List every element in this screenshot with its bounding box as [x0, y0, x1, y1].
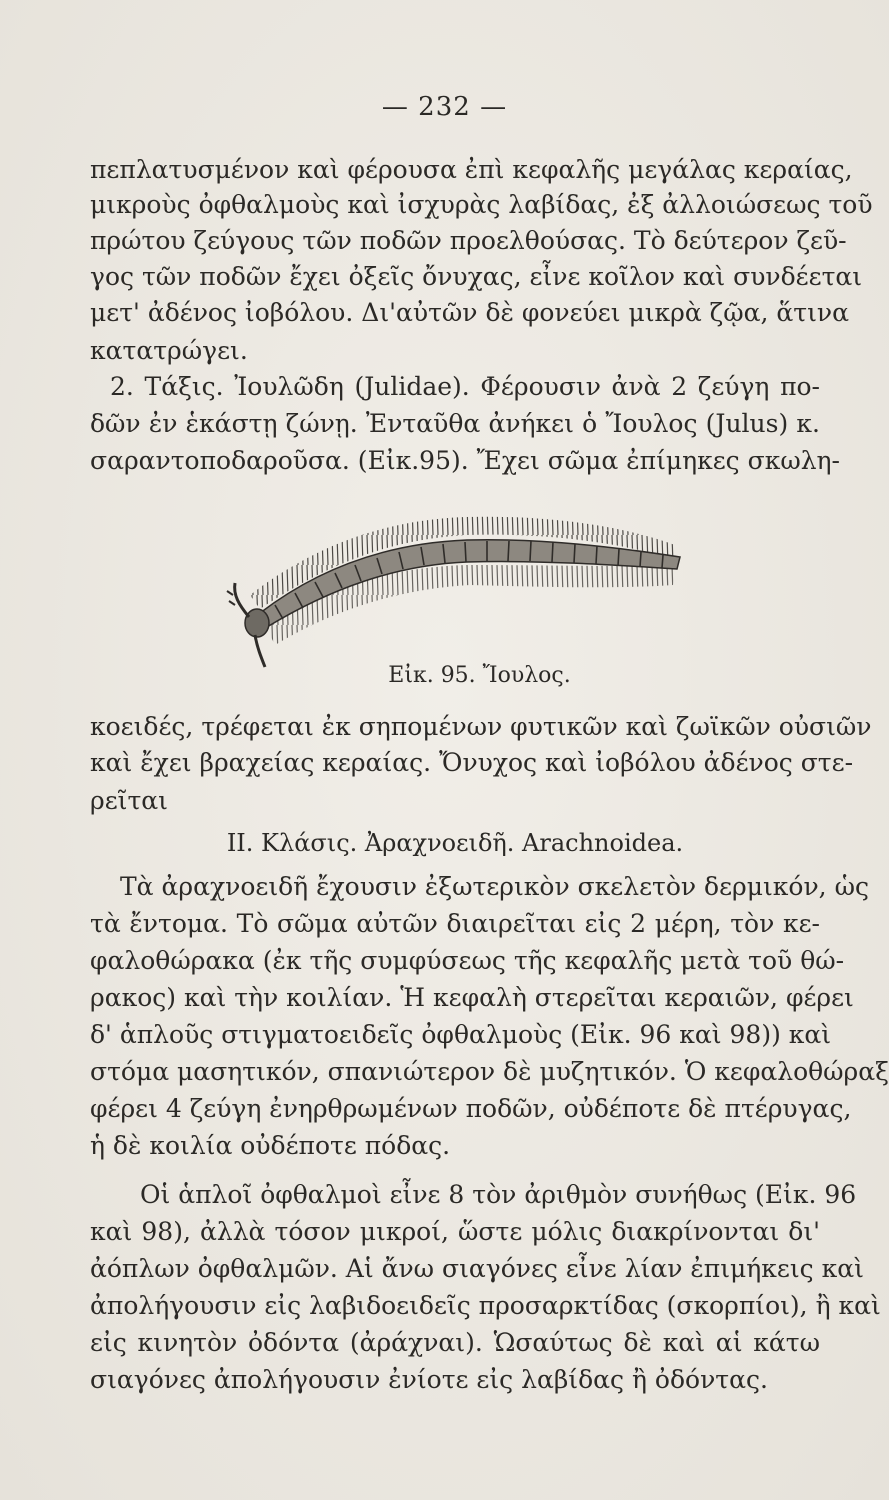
text-line: σιαγόνες ἀπολήγουσιν ἐνίοτε εἰς λαβίδας ἢ ὀδόντας.: [90, 1365, 768, 1394]
text-line: τὰ ἔντομα. Τὸ σῶμα αὐτῶν διαιρεῖται εἰς 2 μέρη, τὸν κε-: [90, 909, 820, 938]
text-line: ἀπολήγουσιν εἰς λαβιδοειδεῖς προσαρκτίδας (σκορπίοι), ἢ καὶ: [90, 1291, 881, 1320]
text-line: καὶ 98), ἀλλὰ τόσον μικροί, ὥστε μόλις διακρίνονται δι': [90, 1217, 820, 1246]
text-line: εἰς κινητὸν ὀδόντα (ἀράχναι). Ὡσαύτως δὲ καὶ αἱ κάτω: [90, 1328, 820, 1357]
text-line: πρώτου ζεύγους τῶν ποδῶν προελθούσας. Τὸ δεύτερον ζεῦ-: [90, 226, 847, 255]
text-line: καὶ ἔχει βραχείας κεραίας. Ὄνυχος καὶ ἰοβόλου ἀδένος στε-: [90, 748, 854, 777]
text-line: φέρει 4 ζεύγη ἐνηρθρωμένων ποδῶν, οὐδέποτε δὲ πτέρυγας,: [90, 1094, 852, 1123]
text-line: μετ' ἀδένος ἰοβόλου. Δι'αὐτῶν δὲ φονεύει μικρὰ ζῷα, ἅτινα: [90, 298, 849, 327]
text-line: φαλοθώρακα (ἐκ τῆς συμφύσεως τῆς κεφαλῆς μετὰ τοῦ θώ-: [90, 946, 845, 975]
text-line: ρεῖται: [90, 786, 168, 815]
text-line: κοειδές, τρέφεται ἐκ σηπομένων φυτικῶν καὶ ζωϊκῶν οὐσιῶν: [90, 712, 872, 741]
text-line: σαραντοποδαροῦσα. (Εἰκ.95). Ἔχει σῶμα ἐπίμηκες σκωλη-: [90, 446, 840, 475]
text-line: γος τῶν ποδῶν ἔχει ὀξεῖς ὄνυχας, εἶνε κοῖλον καὶ συνδέεται: [90, 262, 863, 291]
millipede-illustration-icon: [205, 505, 705, 675]
text-line: στόμα μασητικόν, σπανιώτερον δὲ μυζητικόν. Ὁ κεφαλοθώραξ: [90, 1057, 889, 1086]
text-line: κατατρώγει.: [90, 336, 248, 365]
text-line: Τὰ ἀραχνοειδῆ ἔχουσιν ἐξωτερικὸν σκελετὸν δερμικόν, ὡς: [120, 872, 869, 901]
page-number: — 232 —: [381, 92, 508, 122]
text-line: πεπλατυσμένον καὶ φέρουσα ἐπὶ κεφαλῆς μεγάλας κεραίας,: [90, 155, 853, 184]
text-line: δ' ἁπλοῦς στιγματοειδεῖς ὀφθαλμοὺς (Εἰκ. 96 καὶ 98)) καὶ: [90, 1020, 832, 1049]
text-line: ἀόπλων ὀφθαλμῶν. Αἱ ἄνω σιαγόνες εἶνε λίαν ἐπιμήκεις καὶ: [90, 1254, 864, 1283]
text-line: Οἱ ἁπλοῖ ὀφθαλμοὶ εἶνε 8 τὸν ἀριθμὸν συνήθως (Εἰκ. 96: [140, 1180, 857, 1209]
figure-caption: Εἰκ. 95. Ἴουλος.: [388, 663, 571, 688]
section-heading: ΙΙ. Κλάσις. Ἀραχνοειδῆ. Arachnoidea.: [226, 829, 684, 857]
text-line: δῶν ἐν ἑκάστῃ ζώνῃ. Ἐνταῦθα ἀνήκει ὁ Ἴουλος (Julus) κ.: [90, 409, 820, 438]
text-line: ἡ δὲ κοιλία οὐδέποτε πόδας.: [90, 1131, 451, 1160]
text-line: ρακος) καὶ τὴν κοιλίαν. Ἡ κεφαλὴ στερεῖται κεραιῶν, φέρει: [90, 983, 854, 1012]
text-line: μικροὺς ὀφθαλμοὺς καὶ ἰσχυρὰς λαβίδας, ἐξ ἀλλοιώσεως τοῦ: [90, 190, 873, 219]
text-line: 2. Τάξις. Ἰουλῶδη (Julidae). Φέρουσιν ἀνὰ 2 ζεύγη πο-: [110, 372, 820, 401]
